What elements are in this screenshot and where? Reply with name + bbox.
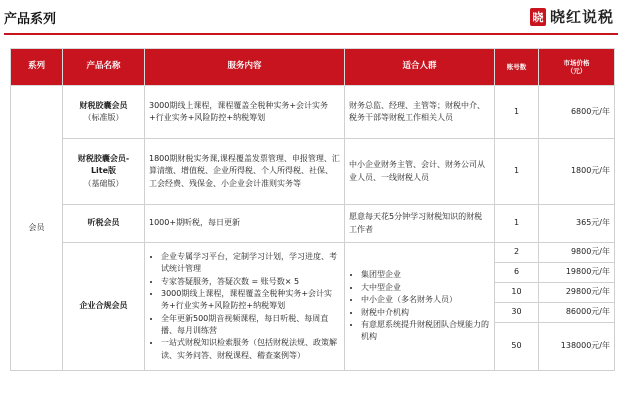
col-header-audience: 适合人群	[345, 49, 495, 86]
service-item: • 全年更新500期音视频课程，每日听税、每周直播、每月训练营	[161, 313, 340, 338]
audience-item: • 集团型企业	[361, 269, 490, 281]
product-edition: （标准版）	[83, 113, 124, 122]
service-cell: 1800期财税实务课,课程覆盖发票管理、申报管理、汇算清缴、增值税、企业所得税、个人所得税、社保、工会经费、残保金、小企业会计准则实务等	[145, 139, 345, 205]
title-divider	[4, 33, 618, 35]
product-name: 财税胶囊会员-	[77, 153, 130, 163]
audience-item: • 有意愿系统提升财税团队合规能力的机构	[361, 319, 490, 344]
price-cell: 86000元/年	[539, 303, 615, 323]
col-header-price	[539, 49, 615, 86]
page-title: 产品系列	[4, 12, 57, 27]
accounts-cell: 2	[495, 243, 539, 263]
price-cell: 19800元/年	[539, 263, 615, 283]
accounts-cell: 1	[495, 205, 539, 243]
accounts-cell: 1	[495, 86, 539, 139]
brand-name: 晓红说税	[549, 8, 614, 26]
product-name-cell	[63, 86, 145, 139]
audience-cell: 中小企业财务主管、会计、财务公司从业人员、一线财税人员	[345, 139, 495, 205]
product-table	[10, 48, 615, 371]
price-cell: 1800元/年	[539, 139, 615, 205]
table-row	[11, 139, 615, 205]
service-item: • 专家答疑服务，答疑次数 = 账号数× 5	[161, 276, 340, 288]
audience-item: • 财税中介机构	[361, 307, 490, 319]
price-cell: 9800元/年	[539, 243, 615, 263]
service-cell: 3000期线上课程，课程覆盖全税种实务+会计实务+行业实务+风险防控+纳税筹划	[145, 86, 345, 139]
col-header-accounts: 账号数	[495, 49, 539, 86]
service-list	[149, 251, 340, 363]
col-header-series: 系列	[11, 49, 63, 86]
product-edition: （基础版）	[83, 178, 124, 188]
product-name-cell: 企业合规会员	[63, 243, 145, 371]
series-cell: 会员	[11, 86, 63, 371]
product-name-cell	[63, 139, 145, 205]
audience-cell	[345, 243, 495, 371]
product-name-cell: 听税会员	[63, 205, 145, 243]
table-row	[11, 86, 615, 139]
price-cell: 138000元/年	[539, 323, 615, 371]
accounts-cell: 6	[495, 263, 539, 283]
accounts-cell: 1	[495, 139, 539, 205]
audience-cell: 愿意每天花5分钟学习财税知识的财税工作者	[345, 205, 495, 243]
audience-item: • 大中型企业	[361, 282, 490, 294]
service-item: • 企业专属学习平台，定制学习计划，学习进度、考试统计管理	[161, 251, 340, 276]
accounts-cell: 10	[495, 283, 539, 303]
brand-logo-icon: 晓	[530, 8, 546, 26]
col-header-price-unit: （元）	[566, 67, 587, 75]
audience-list	[349, 269, 490, 343]
price-cell: 29800元/年	[539, 283, 615, 303]
col-header-price-label: 市场价格	[563, 58, 590, 67]
service-cell: 1000+期听税，每日更新	[145, 205, 345, 243]
table-header-row	[11, 49, 615, 86]
service-item: • 3000期线上课程，课程覆盖全税种实务+会计实务+行业实务+风险防控+纳税筹划	[161, 288, 340, 313]
accounts-cell: 30	[495, 303, 539, 323]
product-name: 财税胶囊会员	[79, 100, 128, 110]
accounts-cell: 50	[495, 323, 539, 371]
price-cell: 365元/年	[539, 205, 615, 243]
service-cell	[145, 243, 345, 371]
brand-logo	[530, 6, 614, 27]
service-item: • 一站式财税知识检索服务（包括财税法规、政策解读、实务问答、财税课程、稽查案例等）	[161, 337, 340, 362]
audience-cell: 财务总监、经理、主管等；财税中介、税务干部等财税工作相关人员	[345, 86, 495, 139]
table-row	[11, 205, 615, 243]
table-row	[11, 243, 615, 263]
col-header-product-name: 产品名称	[63, 49, 145, 86]
product-name-variant: Lite版	[90, 166, 117, 176]
col-header-service: 服务内容	[145, 49, 345, 86]
price-cell: 6800元/年	[539, 86, 615, 139]
audience-item: • 中小企业（多名财务人员）	[361, 294, 490, 306]
